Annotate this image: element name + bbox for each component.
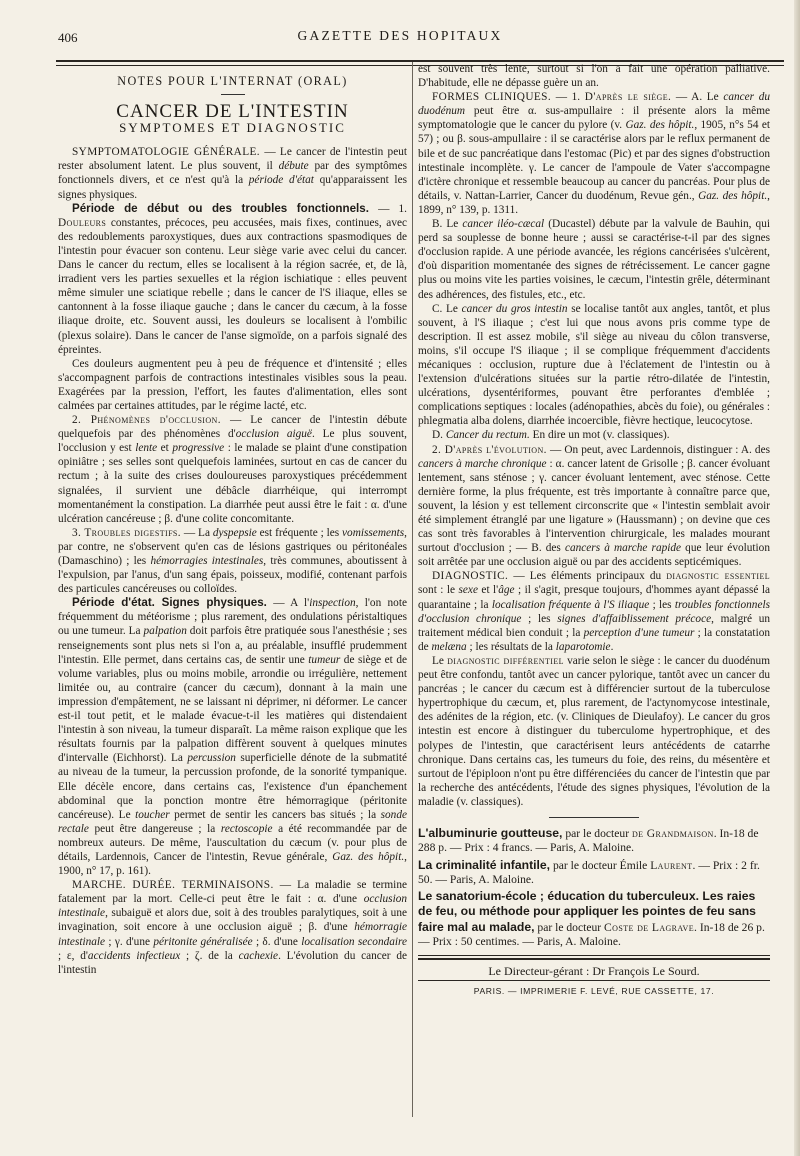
paragraph-diagnostic: DIAGNOSTIC. — Les éléments principaux du diagnostic essentiel sont : le sexe et l'âge ; il s'agit, presque toujours, d'hommes ayant dépassé la quarantaine ; la localisation fréquente à l'S iliaque ; les troubles fonctionnels d'occlusion chronique ; les signes d'affaiblissement précoce, malgré un traitement médical bien conduit ; la perception d'une tumeur ; la constatation de melæna ; les résultats de la laparotomie. xyxy=(418,570,771,653)
paragraph-douleurs: Ces douleurs augmentent peu à peu de fréquence et d'intensité ; elles s'accompagnent parfois de contractions intestinales visibles sous la peau. Exagérées par la pression, l'effort, les fautes d'alimentation, elles sont calmées par certaines attitudes, par le régime lacté, etc. xyxy=(58,357,407,412)
paragraph-troubles-digestifs: 3. Troubles digestifs. — La dyspepsie est fréquente ; les vomissements, par contre, ne s'observent qu'en cas de lésions gastriques ou péritonéales (Damaschino) ; les hémorragies intestinales, très communes, aboutissent à l'expulsion, par l'anus, d'un sang épais, poisseux, modifié, contenant parfois des particules cancéreuses ou colloïdes. xyxy=(58,526,408,596)
paragraph-periode-etat: Période d'état. Signes physiques. — A l'inspection, l'on note fréquemment du météorisme ; plus rarement, des ondulations péristaltiques ou une tumeur. La palpation doit parfois être pratiquée sous l'anesthésie ; ses renseignements sont plus nets si l'on a, au préalable, insufflé prudemment l'intestin. Elle permet, dans certains cas, de sentir une tumeur de siège et de volume variables, plus ou moins mobile, arrondie ou irrégulière, nettement limitée ou, au contraire (cancer du cæcum), donnant à la main une impression d'empâtement, ne se laissant ni déprimer, ni déformer. Le cancer est-il tout petit, et le malade évacue-t-il les matières qui distendaient l'intestin à son niveau, la tumeur disparaît. La même raison explique que les résultats fournis par la palpation diffèrent souvent à quelques minutes d'intervalle (Eichhorst). La percussion superficielle dénote de la submatité au niveau de la tumeur, la percussion profonde, de la sonorité tympanique. Elle décèle encore, dans certains cas, l'existence d'un épanchement abdominal que la ponction montre être hémorragique (péritonite cancéreuse). Le toucher permet de sentir les cancers bas situés ; la sonde rectale peut être dangereuse ; la rectoscopie a été recommandée par de nombreux auteurs. De même, l'auscultation du cæcum (v. pour plus de détails, Lardennois, Cancer de l'intestin, Revue générale, Gaz. des hôpit., 1900, n° 17, p. 161). xyxy=(58,596,407,878)
kicker-rule xyxy=(221,94,245,95)
article-subtitle: SYMPTOMES ET DIAGNOSTIC xyxy=(119,120,346,136)
paragraph-ileo-caecal: B. Le cancer iléo-cæcal (Ducastel) débute par la valvule de Bauhin, qui perd sa souplesse de bonne heure ; aussi se caractérise-t-il par des signes d'occlusion rapide. A une période avancée, les régions cancérisées s'ulcèrent, d'où disparition momentanée des signes de rétrécissement. Le cancer gagne plus ou moins vite les parties voisines, le cæcum, l'intestin grêle, déterminant des adhérences, des fistules, etc., etc. xyxy=(418,218,770,301)
paragraph-gros-intestin: C. Le cancer du gros intestin se localise tantôt aux angles, tantôt, et plus souvent, à l'S iliaque ; c'est lui que nous avons pris comme type de description. Il est assez mobile, s'il siège au niveau du côlon transverse, moins, s'il occupe l'S iliaque ; il se complique fréquemment d'accidents mécaniques : occlusion, rupture due à l'éclatement de l'intestin ou à l'extension d'ulcérations situées sur la partie rétro-dilatée de l'intestin, ulcérations, dysentériformes, pouvant être perforantes d'emblée ; complications septiques : locales (adénopathies, abcès du foie), ou générales : phlegmatia alba dolens, diarrhée incoercible, fièvre hectique, leucocytose. xyxy=(418,302,770,428)
heading-formes-cliniques: FORMES CLINIQUES. xyxy=(432,91,552,104)
paragraph-evolution: 2. D'après l'évolution. — On peut, avec Lardennois, distinguer : A. des cancers à marche chronique : α. cancer latent de Grisolle ; β. cancer évoluant lentement, sans sténose ; γ. cancer évoluant lentement, avec sténose. Cette dernière forme, la plus fréquente, est très importante à connaître parce que, souvent, la lésion y est tellement circonscrite que « l'intestin semblait avoir été simplement étranglé par une ligature » (Haussmann) ; on devine que ces cas sont très favorables à l'intervention chirurgicale, les malades mourant surtout d'occlusion ; — B. des cancers à marche rapide que leur évolution soit arrêtée par une occlusion aiguë ou par des accidents septicémiques. xyxy=(418,443,770,569)
heading-periode-etat: Période d'état. Signes physiques. xyxy=(72,596,267,610)
left-column xyxy=(58,62,407,977)
page-edge xyxy=(794,0,800,1156)
director-rule xyxy=(418,980,770,981)
paragraph-marche: MARCHE. DURÉE. TERMINAISONS. — La maladie se termine fatalement par la mort. Celle-ci peut être le fait : α. d'une occlusion intestinale, subaiguë et alors due, soit à des troubles paralytiques, soit à une invagination, soit encore à une occlusion aiguë ; β. d'une hémorragie intestinale ; γ. d'une péritonite généralisée ; δ. d'une localisation secondaire ; ε, d'accidents infectieux ; ζ. de la cachexie. L'évolution du cancer de l'intestin xyxy=(58,879,408,976)
heading-troubles-digestifs: 3. Troubles digestifs. xyxy=(72,526,181,539)
paragraph-symptomatologie: SYMPTOMATOLOGIE GÉNÉRALE. — Le cancer de l'intestin peut rester absolument latent. Le plus souvent, il débute par des symptômes fonctionnels divers, et ce n'est qu'à la période d'état qu'apparaissent les signes physiques. xyxy=(58,146,408,201)
heading-symptomatologie: SYMPTOMATOLOGIE GÉNÉRALE. xyxy=(72,146,261,159)
paragraph-periode-debut: Période de début ou des troubles fonctionnels. — 1. Douleurs constantes, précoces, peu accusées, mais fixes, continues, avec des redoublements paroxystiques, dues aux contractions spasmodiques de l'intestin pour évacuer son contenu. Leur siège varie avec celui du cancer. Dans le cancer du rectum, elles se localisent à la région sacrée, et, de là, irradient vers les parties sexuelles et la région ischiatique : elles peuvent même simuler une sciatique rebelle ; dans le cancer de l'S iliaque, elles se cantonnent à la fosse iliaque gauche ; dans le cancer du cæcum, à la fosse iliaque droite, etc. Souvent aussi, les douleurs se localisent à l'ombilic (plexus solaire). Dans le cancer de l'anse sigmoïde, on a parfois signalé des épreintes. xyxy=(58,201,407,356)
director-line: Le Directeur-gérant : Dr François Le Sourd. xyxy=(488,964,700,979)
printer-imprint: PARIS. — IMPRIMERIE F. LEVÉ, RUE CASSETTE, 17. xyxy=(473,986,715,997)
paragraph-diagnostic-differentiel: Le diagnostic différentiel varie selon le siège : le cancer du duodénum peut être confondu, tantôt avec un cancer pylorique, tantôt avec un cancer du pancréas ; le cancer du cæcum est à différencier surtout de la tuberculose hypertrophique du cæcum, et, plus rarement, de l'actynomycose intestinale, des adénites de la région, etc. (v. Cliniques de Dieulafoy). Le cancer du gros intestin est encore à distinguer du tuberculome hypertrophique, et des polypes de l'intestin, que caractérisent leurs antécédents de catarrhe chronique. Dans certains cas, les tumeurs du foie, des reins, du mésentère et surtout de l'épiploon n'ont pu être différenciées du cancer de l'intestin que par la recherche des antécédents, l'étude des signes physiques, l'évolution de la maladie (v. classiques). xyxy=(418,654,770,808)
page-number: 406 xyxy=(58,30,78,45)
paragraph-occlusion: 2. Phénomènes d'occlusion. — Le cancer de l'intestin débute quelquefois par des phénomènes d'occlusion aiguë. Le plus souvent, l'occlusion y est lente et progressive : le malade se plaint d'une constipation opiniâtre ; ses selles sont quelquefois laminées, surtout en cas de cancer du rectum ; à la suite des crises douloureuses paroxystiques précédemment signalées, il survient une débâcle diarrhéique, qui interrompt momentanément la constipation. La diarrhée peut aussi être le fait : α. d'une ulcération cancéreuse ; β. d'une colite concomitante. xyxy=(58,414,408,525)
heading-evolution: 2. D'après l'évolution. xyxy=(432,443,547,456)
footer-rule-thick xyxy=(418,958,770,960)
book-notice-albuminurie: L'albuminurie goutteuse, par le docteur de Grandmaison. In-18 de 288 p. — Prix : 4 francs. — Paris, A. Maloine. xyxy=(418,825,759,855)
article-title: CANCER DE L'INTESTIN xyxy=(116,101,349,123)
paragraph-rectum: D. Cancer du rectum. En dire un mot (v. classiques). xyxy=(432,429,670,442)
paragraph-formes-cliniques: FORMES CLINIQUES. — 1. D'après le siège. — A. Le cancer du duodénum peut être α. sus-ampullaire : il présente alors la même symptomatologie que le cancer du pylore (v. Gaz. des hôpit., 1905, n°s 54 et 57) ; ou β. sous-ampullaire : il se caractérise alors par le reflux permanent de bile et de suc pancréatique dans l'estomac (Pic) et par des signes d'obstruction intestinale incomplète. γ. Le cancer de l'ampoule de Vater s'accompagne d'ictère chronique et ressemble beaucoup au cancer du pancréas. Pour plus de détails, v. Nattan-Larrier, Cancer du duodénum, Revue gén., Gaz. des hôpit., 1899, n° 139, p. 1311. xyxy=(418,91,771,216)
book-notice-criminalite: La criminalité infantile, par le docteur Émile Laurent. — Prix : 2 fr. 50. — Paris, A. Maloine. xyxy=(418,857,760,886)
page-header xyxy=(0,14,800,54)
right-column xyxy=(418,62,770,999)
paragraph-continuation: est souvent très lente, surtout si l'on a fait une opération palliative. D'habitude, elle ne dépasse guère un an. xyxy=(418,63,770,90)
section-kicker: NOTES POUR L'INTERNAT (ORAL) xyxy=(117,74,348,88)
heading-diagnostic: DIAGNOSTIC. xyxy=(432,570,509,583)
section-separator xyxy=(549,817,639,818)
book-notice-sanatorium: Le sanatorium-école ; éducation du tuberculeux. Les raies de feu, ou méthode pour appliquer les pointes de feu sans faire mal au malade, par le docteur Coste de Lagrave. In-18 de 26 p. — Prix : 50 centimes. — Paris, A. Maloine. xyxy=(418,889,765,949)
running-title: GAZETTE DES HOPITAUX xyxy=(297,28,503,43)
heading-occlusion: 2. Phénomènes d'occlusion. xyxy=(72,414,221,427)
heading-periode-debut: Période de début ou des troubles fonctionnels. xyxy=(72,201,369,215)
footer-rule-thin xyxy=(418,955,770,956)
heading-marche: MARCHE. DURÉE. TERMINAISONS. xyxy=(72,879,274,892)
column-divider xyxy=(412,62,413,1117)
